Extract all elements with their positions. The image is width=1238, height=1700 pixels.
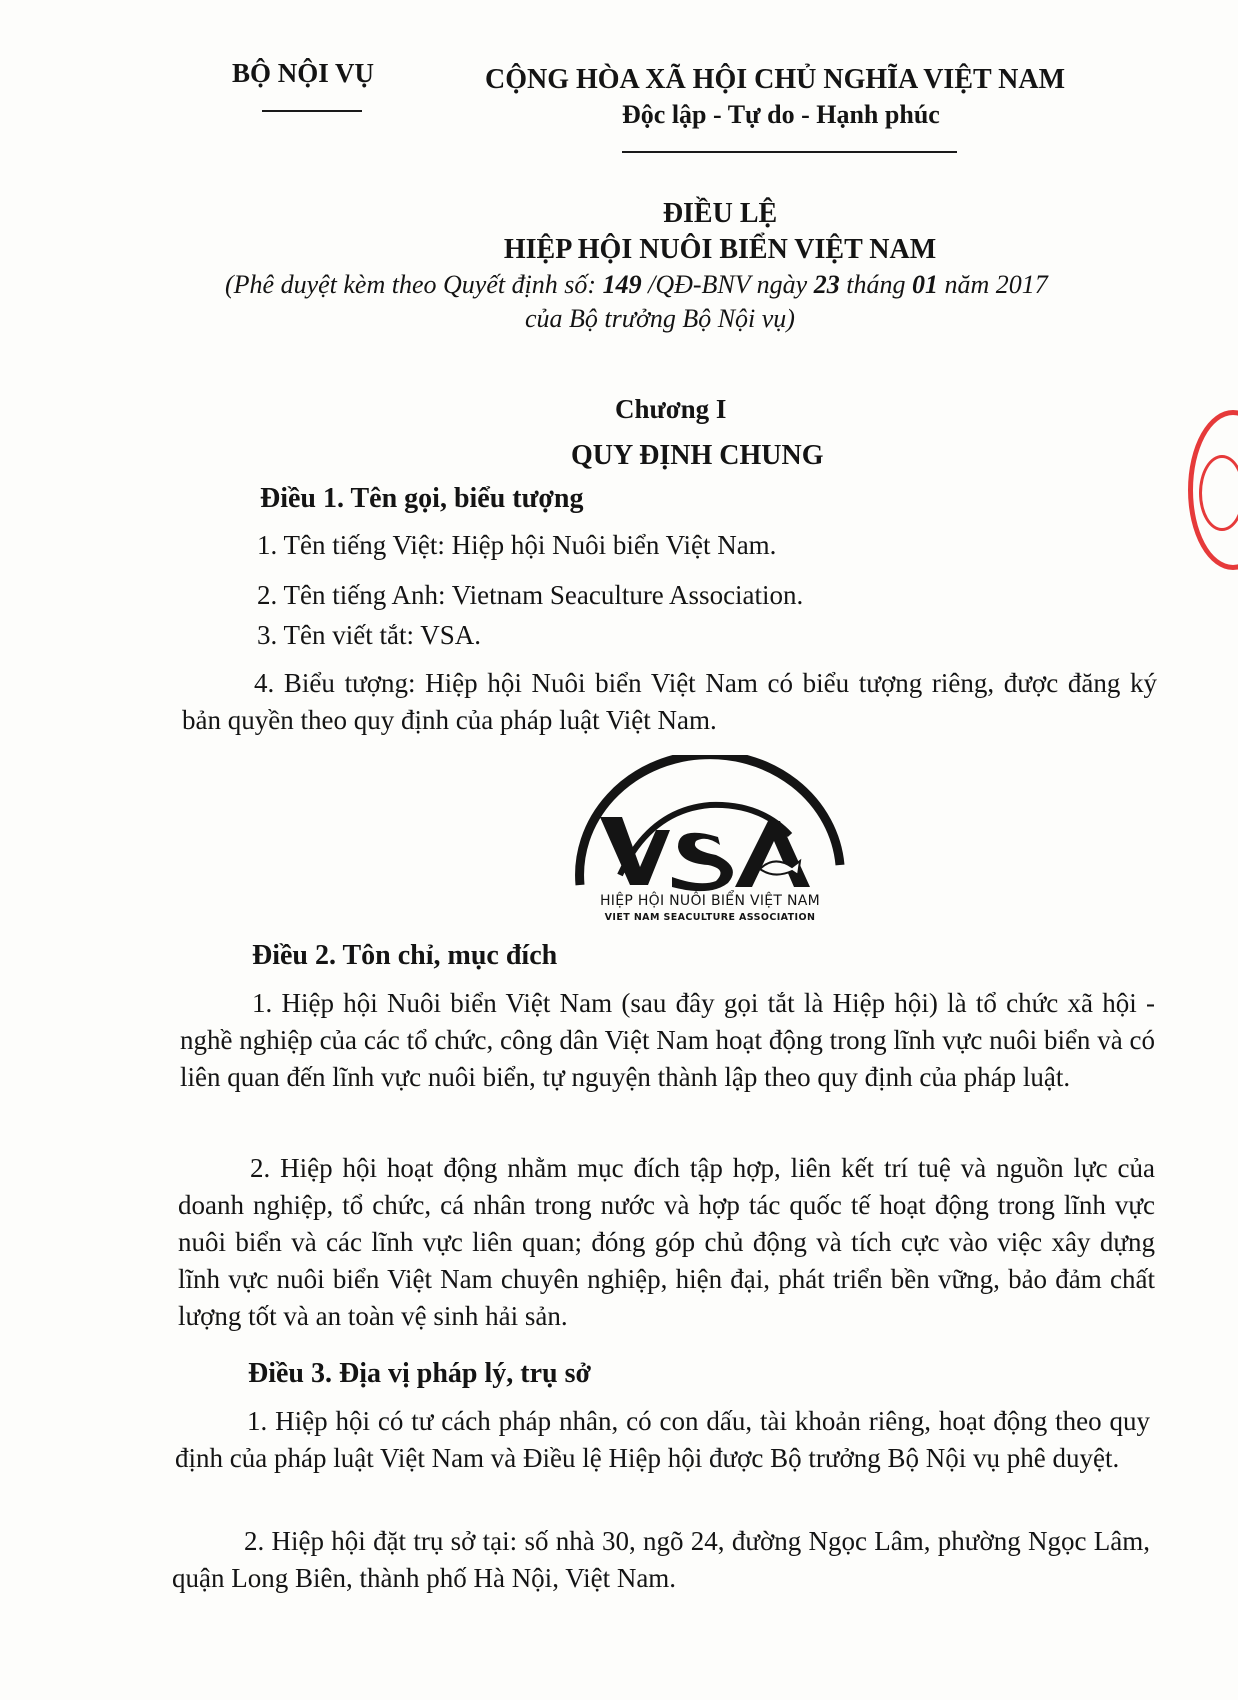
article-2-item-2-text: 2. Hiệp hội hoạt động nhằm mục đích tập hợp, liên kết trí tuệ và nguồn lực của doanh nghiệp, tổ chức, cá nhân trong nước và hợp tác quốc tế hoạt động trong lĩnh vực nuôi biển và các lĩnh vực liên quan; đóng góp chủ động và tích cực vào việc xây dựng lĩnh vực nuôi biển Việt Nam chuyên nghiệp, hiện đại, phát triển bền vững, bảo đảm chất lượng tốt và an toàn vệ sinh hải sản. [178, 1153, 1155, 1331]
chapter-number: Chương I [615, 394, 727, 424]
article-2-item-1-text: 1. Hiệp hội Nuôi biển Việt Nam (sau đây gọi tắt là Hiệp hội) là tổ chức xã hội - nghề nghiệp của các tổ chức, công dân Việt Nam hoạt động trong lĩnh vực nuôi biển và có liên quan đến lĩnh vực nuôi biển, tự nguyện thành lập theo quy định của pháp luật. [180, 988, 1155, 1092]
article-1-item-4-text: 4. Biểu tượng: Hiệp hội Nuôi biển Việt Nam có biểu tượng riêng, được đăng ký bản quyền theo quy định của pháp luật Việt Nam. [182, 668, 1157, 735]
article-1-item-2: 2. Tên tiếng Anh: Vietnam Seaculture Association. [257, 580, 804, 610]
red-seal-stamp [1188, 410, 1238, 570]
approval-mid2: tháng [846, 270, 906, 299]
article-1-item-1: 1. Tên tiếng Việt: Hiệp hội Nuôi biển Việt Nam. [257, 530, 777, 560]
logo-name-vi: HIỆP HỘI NUÔI BIỂN VIỆT NAM [599, 893, 821, 909]
association-title: HIỆP HỘI NUÔI BIỂN VIỆT NAM [503, 234, 937, 265]
logo-name-en: VIET NAM SEACULTURE ASSOCIATION [604, 912, 816, 923]
decision-day: 23 [813, 270, 840, 299]
article-2-item-2 [178, 1150, 1155, 1335]
approval-suffix: năm 2017 [944, 270, 1048, 299]
decision-number: 149 [602, 270, 642, 299]
nation-motto: Độc lập - Tự do - Hạnh phúc [622, 100, 940, 129]
article-3-title: Điều 3. Địa vị pháp lý, trụ sở [248, 1358, 591, 1389]
article-3-item-2 [172, 1523, 1150, 1597]
ministry-name: BỘ NỘI VỤ [232, 58, 375, 88]
article-2-item-1 [180, 985, 1155, 1096]
approval-line-2: của Bộ trưởng Bộ Nội vụ) [525, 304, 795, 333]
nation-name: CỘNG HÒA XÃ HỘI CHỦ NGHĨA VIỆT NAM [485, 64, 1066, 95]
article-1-item-3: 3. Tên viết tắt: VSA. [257, 620, 481, 650]
approval-prefix: (Phê duyệt kèm theo Quyết định số: [225, 270, 597, 299]
logo-letter-a [735, 821, 810, 887]
article-2-title: Điều 2. Tôn chỉ, mục đích [252, 940, 558, 971]
approval-line [225, 270, 1048, 300]
motto-underline [622, 151, 957, 153]
decision-month: 01 [911, 270, 938, 299]
article-3-item-1 [175, 1403, 1150, 1477]
article-3-item-2-text: 2. Hiệp hội đặt trụ sở tại: số nhà 30, ngõ 24, đường Ngọc Lâm, phường Ngọc Lâm, quận Long Biên, thành phố Hà Nội, Việt Nam. [172, 1526, 1150, 1593]
logo-letter-s [672, 833, 733, 891]
article-3-item-1-text: 1. Hiệp hội có tư cách pháp nhân, có con dấu, tài khoản riêng, hoạt động theo quy định của pháp luật Việt Nam và Điều lệ Hiệp hội được Bộ trưởng Bộ Nội vụ phê duyệt. [175, 1406, 1150, 1473]
ministry-underline [262, 110, 362, 112]
article-1-title: Điều 1. Tên gọi, biểu tượng [260, 483, 584, 514]
document-title: ĐIỀU LỆ [662, 198, 778, 229]
chapter-name: QUY ĐỊNH CHUNG [571, 440, 824, 471]
approval-mid1: /QĐ-BNV ngày [648, 270, 808, 299]
article-1-item-4 [182, 665, 1157, 739]
